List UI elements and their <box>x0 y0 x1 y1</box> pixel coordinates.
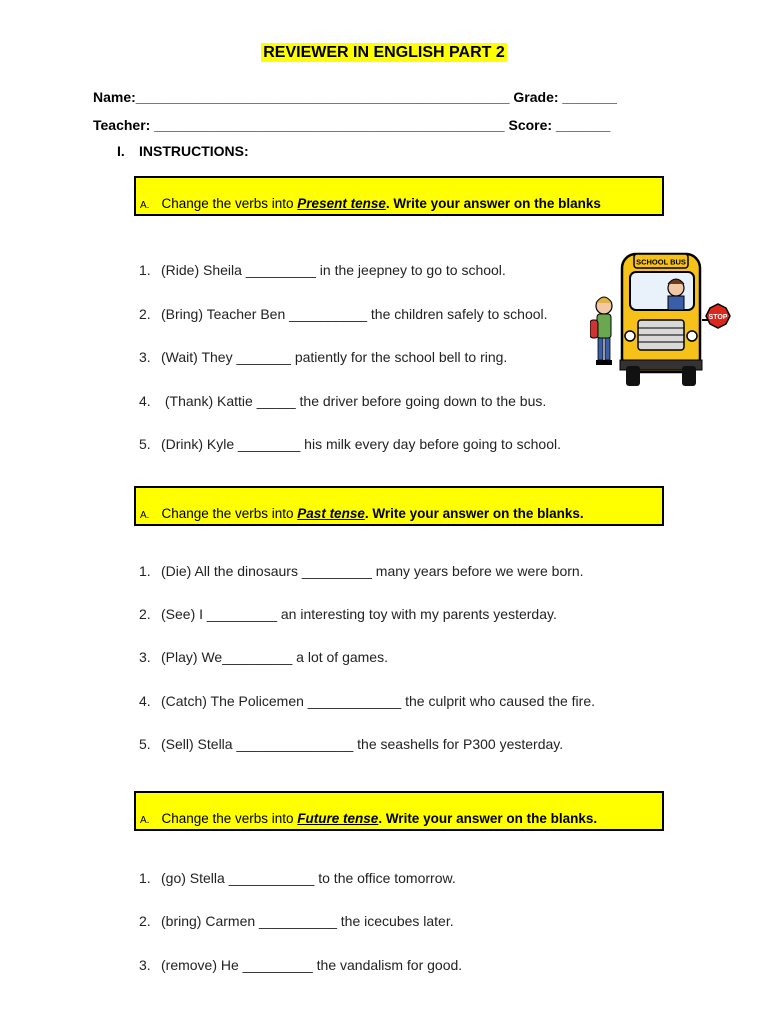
list-item <box>139 957 462 973</box>
instruction-text <box>140 506 584 521</box>
tense-label: Present tense <box>297 196 386 211</box>
instruction-letter: A. <box>140 510 150 521</box>
instruction-post: . Write your answer on the blanks. <box>364 506 584 521</box>
list-item <box>139 306 548 322</box>
list-item <box>139 913 454 929</box>
item-number: 3. <box>139 957 151 973</box>
item-number: 5. <box>139 736 151 752</box>
item-text: (Bring) Teacher Ben __________ the children safely to school. <box>161 306 548 322</box>
page-title <box>0 44 768 62</box>
section-heading <box>117 143 249 159</box>
stop-sign-text: STOP <box>708 314 728 321</box>
item-text: (remove) He _________ the vandalism for good. <box>161 957 463 973</box>
instruction-letter: A. <box>140 200 150 211</box>
item-text: (Ride) Sheila _________ in the jeepney to go to school. <box>161 262 506 278</box>
item-number: 3. <box>139 649 151 665</box>
name-grade-line[interactable]: Name:________________________________________________ Grade: _______ <box>93 89 617 105</box>
instruction-pre: Change the verbs into <box>161 506 298 521</box>
item-number: 4. <box>139 393 151 409</box>
instruction-post: . Write your answer on the blanks. <box>378 811 598 826</box>
list-item <box>139 349 507 365</box>
item-number: 1. <box>139 563 151 579</box>
item-number: 5. <box>139 436 151 452</box>
instruction-text <box>140 811 597 826</box>
item-text: (bring) Carmen __________ the icecubes later. <box>161 913 454 929</box>
item-number: 1. <box>139 262 151 278</box>
instruction-box-future <box>134 791 664 831</box>
item-number: 4. <box>139 693 151 709</box>
item-text: (See) I _________ an interesting toy with my parents yesterday. <box>161 606 557 622</box>
list-item <box>139 606 557 622</box>
instruction-box-present <box>134 176 664 216</box>
bus-sign-text: SCHOOL BUS <box>636 257 686 267</box>
list-item <box>139 736 563 752</box>
list-item <box>139 262 506 278</box>
teacher-score-line[interactable]: Teacher: _____________________________________________ Score: _______ <box>93 117 611 133</box>
list-item <box>139 693 595 709</box>
item-text: (Sell) Stella _______________ the seashells for P300 yesterday. <box>161 736 564 752</box>
item-text: (Wait) They _______ patiently for the school bell to ring. <box>161 349 508 365</box>
item-text: (Drink) Kyle ________ his milk every day before going to school. <box>161 436 561 452</box>
list-item <box>139 436 561 452</box>
section-label: INSTRUCTIONS: <box>139 143 249 159</box>
instruction-box-past <box>134 486 664 526</box>
instruction-post: . Write your answer on the blanks <box>385 196 601 211</box>
item-number: 2. <box>139 913 151 929</box>
school-bus-illustration <box>590 248 735 393</box>
item-number: 2. <box>139 306 151 322</box>
item-number: 1. <box>139 870 151 886</box>
item-text: (go) Stella ___________ to the office tomorrow. <box>161 870 456 886</box>
item-text: (Die) All the dinosaurs _________ many years before we were born. <box>161 563 584 579</box>
item-text: (Play) We_________ a lot of games. <box>161 649 388 665</box>
item-number: 3. <box>139 349 151 365</box>
item-text: (Catch) The Policemen ____________ the culprit who caused the fire. <box>161 693 596 709</box>
list-item <box>139 393 546 409</box>
list-item <box>139 649 388 665</box>
section-number: I. <box>117 143 125 159</box>
tense-label: Future tense <box>297 811 379 826</box>
item-number: 2. <box>139 606 151 622</box>
title-text: REVIEWER IN ENGLISH PART 2 <box>263 44 505 61</box>
item-text: (Thank) Kattie _____ the driver before going down to the bus. <box>161 393 547 409</box>
instruction-pre: Change the verbs into <box>161 811 298 826</box>
instruction-pre: Change the verbs into <box>161 196 298 211</box>
list-item <box>139 563 584 579</box>
instruction-text <box>140 196 601 211</box>
tense-label: Past tense <box>297 506 365 521</box>
list-item <box>139 870 456 886</box>
instruction-letter: A. <box>140 815 150 826</box>
